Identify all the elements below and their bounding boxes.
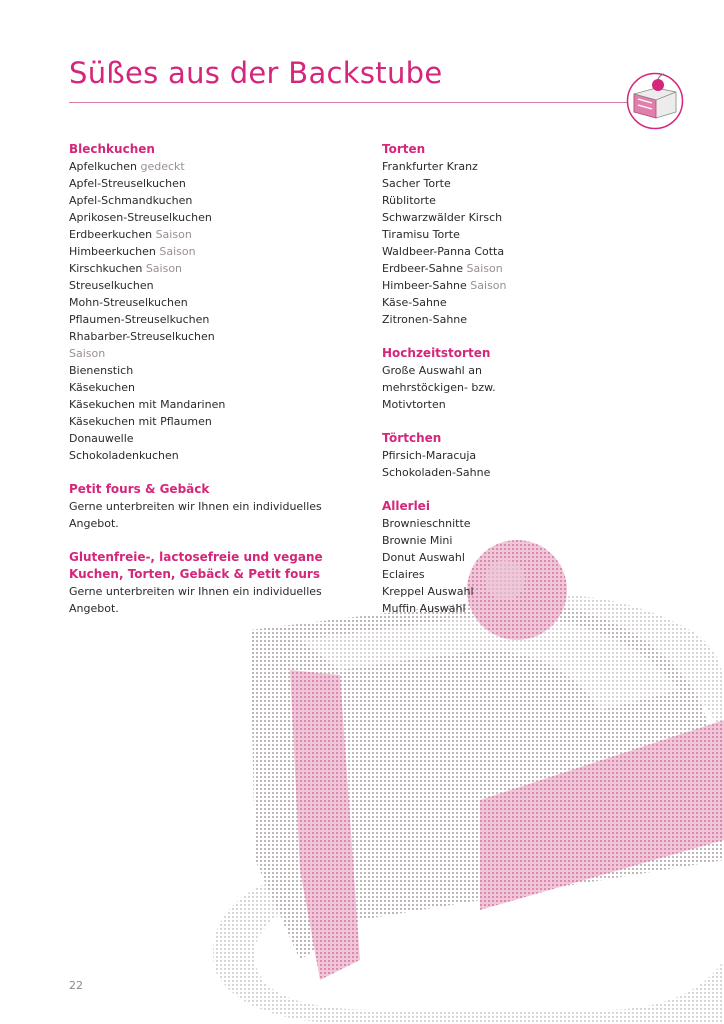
list-item bbox=[382, 175, 672, 192]
item-note: Saison bbox=[145, 262, 183, 275]
list-item bbox=[69, 413, 359, 430]
item-name: Donauwelle bbox=[69, 432, 134, 445]
item-name: Himbeerkuchen bbox=[69, 245, 156, 258]
item-name: Eclaires bbox=[382, 568, 425, 581]
section-heading: Allerlei bbox=[382, 499, 430, 513]
list-item bbox=[382, 583, 672, 600]
section-petit-fours bbox=[69, 481, 359, 532]
item-name: Käsekuchen bbox=[69, 381, 136, 394]
item-name: Bienenstich bbox=[69, 364, 134, 377]
list-item bbox=[382, 226, 672, 243]
section-torten bbox=[382, 141, 672, 328]
list-item bbox=[69, 345, 359, 362]
item-name: Frankfurter Kranz bbox=[382, 160, 478, 173]
item-name: Aprikosen-Streuselkuchen bbox=[69, 211, 212, 224]
item-name: Streuselkuchen bbox=[69, 279, 154, 292]
item-list bbox=[382, 362, 672, 413]
list-item bbox=[382, 362, 672, 379]
list-item bbox=[382, 447, 672, 464]
item-name: mehrstöckigen- bzw. bbox=[382, 381, 496, 394]
item-name: Motivtorten bbox=[382, 398, 446, 411]
list-item bbox=[69, 226, 359, 243]
list-item bbox=[382, 515, 672, 532]
list-item bbox=[69, 294, 359, 311]
left-column bbox=[69, 141, 359, 634]
item-name: Kirschkuchen bbox=[69, 262, 143, 275]
item-list bbox=[69, 158, 359, 464]
item-name: Schwarzwälder Kirsch bbox=[382, 211, 503, 224]
item-name: Donut Auswahl bbox=[382, 551, 465, 564]
section-hochzeitstorten bbox=[382, 345, 672, 413]
item-name: Brownie Mini bbox=[382, 534, 453, 547]
item-name: Kreppel Auswahl bbox=[382, 585, 474, 598]
list-item bbox=[69, 328, 359, 345]
item-note: Saison bbox=[155, 228, 192, 241]
item-name: Mohn-Streuselkuchen bbox=[69, 296, 188, 309]
list-item bbox=[382, 600, 672, 617]
item-name: Apfelkuchen bbox=[69, 160, 137, 173]
section-heading: Glutenfreie-, lactosefreie und vegane bbox=[69, 550, 323, 564]
section-heading: Torten bbox=[382, 142, 426, 156]
item-name: Pflaumen-Streuselkuchen bbox=[69, 313, 210, 326]
section-glutenfrei bbox=[69, 549, 359, 617]
list-item bbox=[382, 294, 672, 311]
cake-slice-icon bbox=[626, 72, 684, 130]
item-name: Apfel-Schmandkuchen bbox=[69, 194, 193, 207]
item-name: Käsekuchen mit Mandarinen bbox=[69, 398, 226, 411]
section-heading: Petit fours & Gebäck bbox=[69, 482, 210, 496]
item-note: gedeckt bbox=[140, 160, 185, 173]
item-name: Waldbeer-Panna Cotta bbox=[382, 245, 505, 258]
section-heading-line-2: Kuchen, Torten, Gebäck & Petit fours bbox=[69, 567, 320, 581]
item-name: Zitronen-Sahne bbox=[382, 313, 468, 326]
list-item bbox=[69, 175, 359, 192]
item-name: Muffin Auswahl bbox=[382, 602, 466, 615]
item-name: Käse-Sahne bbox=[382, 296, 447, 309]
section-text: Gerne unterbreiten wir Ihnen ein individuelles Angebot. bbox=[69, 500, 322, 530]
list-item bbox=[69, 277, 359, 294]
list-item bbox=[69, 447, 359, 464]
item-name: Schokoladen-Sahne bbox=[382, 466, 491, 479]
list-item bbox=[382, 396, 672, 413]
item-list bbox=[382, 447, 672, 481]
item-name: Rhabarber-Streuselkuchen bbox=[69, 330, 215, 343]
section-text: Gerne unterbreiten wir Ihnen ein individuelles Angebot. bbox=[69, 585, 322, 615]
section-heading: Hochzeitstorten bbox=[382, 346, 491, 360]
item-note: Saison bbox=[466, 262, 503, 275]
list-item bbox=[69, 311, 359, 328]
right-column bbox=[382, 141, 672, 634]
item-name: Himbeer-Sahne bbox=[382, 279, 467, 292]
list-item bbox=[69, 192, 359, 209]
section-heading: Blechkuchen bbox=[69, 142, 155, 156]
list-item bbox=[382, 260, 672, 277]
list-item bbox=[382, 311, 672, 328]
item-name: Erdbeerkuchen bbox=[69, 228, 153, 241]
item-name: Erdbeer-Sahne bbox=[382, 262, 464, 275]
list-item bbox=[382, 532, 672, 549]
item-list bbox=[382, 515, 672, 617]
page-number: 22 bbox=[69, 979, 83, 992]
list-item bbox=[69, 430, 359, 447]
list-item bbox=[382, 566, 672, 583]
list-item bbox=[69, 158, 359, 175]
list-item bbox=[69, 209, 359, 226]
item-name: Sacher Torte bbox=[382, 177, 451, 190]
list-item bbox=[69, 243, 359, 260]
section-blechkuchen bbox=[69, 141, 359, 464]
item-name: Schokoladenkuchen bbox=[69, 449, 179, 462]
section-heading: Törtchen bbox=[382, 431, 442, 445]
item-name: Apfel-Streuselkuchen bbox=[69, 177, 186, 190]
title-divider bbox=[69, 102, 629, 103]
list-item bbox=[382, 464, 672, 481]
list-item bbox=[382, 379, 672, 396]
list-item bbox=[382, 158, 672, 175]
item-name: Rüblitorte bbox=[382, 194, 436, 207]
item-name: Große Auswahl an bbox=[382, 364, 482, 377]
item-name: Pfirsich-Maracuja bbox=[382, 449, 477, 462]
section-allerlei bbox=[382, 498, 672, 617]
item-list bbox=[382, 158, 672, 328]
page-title: Süßes aus der Backstube bbox=[69, 56, 443, 90]
section-toertchen bbox=[382, 430, 672, 481]
list-item bbox=[69, 379, 359, 396]
list-item bbox=[69, 362, 359, 379]
item-note: Saison bbox=[159, 245, 196, 258]
list-item bbox=[382, 209, 672, 226]
item-note: Saison bbox=[69, 347, 106, 360]
list-item bbox=[69, 260, 359, 277]
list-item bbox=[382, 192, 672, 209]
list-item bbox=[382, 243, 672, 260]
list-item bbox=[69, 396, 359, 413]
list-item bbox=[382, 549, 672, 566]
item-note: Saison bbox=[470, 279, 507, 292]
item-name: Käsekuchen mit Pflaumen bbox=[69, 415, 212, 428]
item-name: Tiramisu Torte bbox=[382, 228, 460, 241]
list-item bbox=[382, 277, 672, 294]
item-name: Brownieschnitte bbox=[382, 517, 471, 530]
